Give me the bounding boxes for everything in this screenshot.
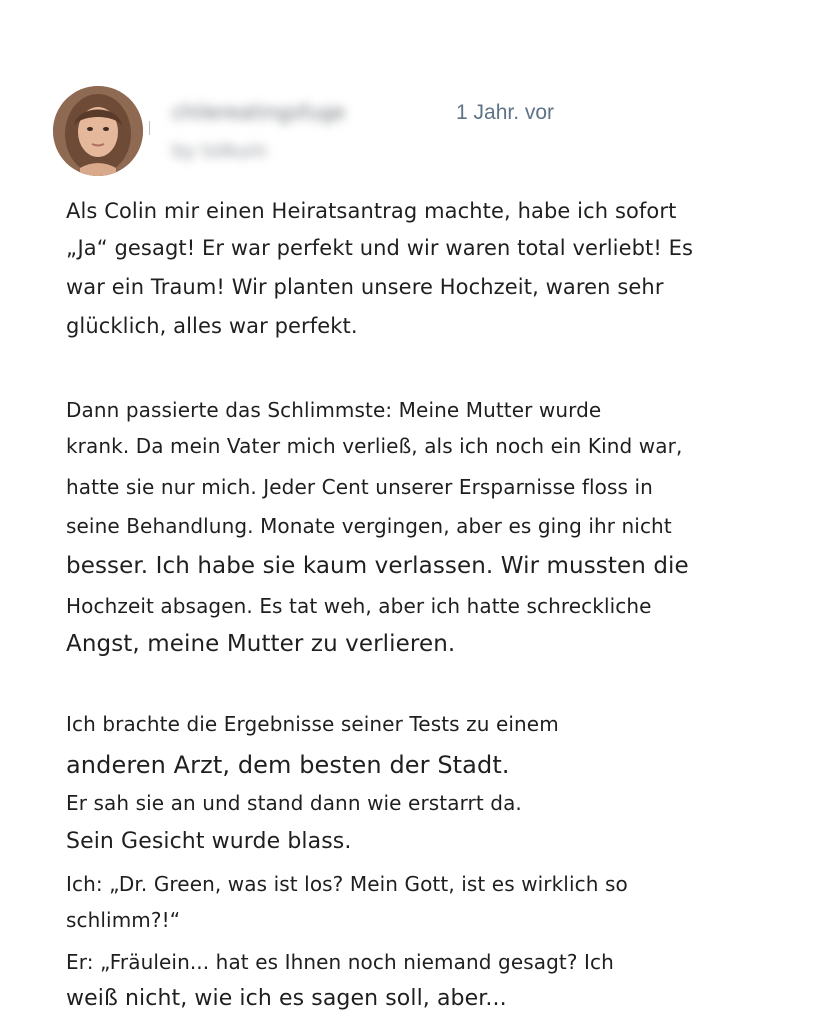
comment-line: war ein Traum! Wir planten unsere Hochzeit, waren sehr: [66, 275, 664, 299]
comment-line: Angst, meine Mutter zu verlieren.: [66, 631, 456, 657]
comment-line: Er sah sie an und stand dann wie erstarrt da.: [66, 791, 522, 815]
avatar-portrait-icon: [53, 86, 143, 176]
comment-line: anderen Arzt, dem besten der Stadt.: [66, 751, 510, 779]
comment-line: Er: „Fräulein... hat es Ihnen noch niemand gesagt? Ich: [66, 950, 614, 974]
comment-line: besser. Ich habe sie kaum verlassen. Wir mussten die: [66, 553, 689, 579]
header-divider: [149, 121, 150, 135]
comment-line: Hochzeit absagen. Es tat weh, aber ich hatte schreckliche: [66, 594, 652, 618]
comment-line: Sein Gesicht wurde blass.: [66, 829, 352, 854]
comment-line: Ich: „Dr. Green, was ist los? Mein Gott, ist es wirklich so: [66, 872, 628, 896]
username[interactable]: chilereatingsfuge: [172, 100, 346, 124]
comment-line: Als Colin mir einen Heiratsantrag machte, habe ich sofort: [66, 199, 677, 223]
comment-line: Ich brachte die Ergebnisse seiner Tests zu einem: [66, 712, 559, 736]
byline: by tolkum: [172, 140, 267, 162]
comment-line: „Ja“ gesagt! Er war perfekt und wir waren total verliebt! Es: [66, 236, 694, 260]
comment-line: schlimm?!“: [66, 908, 181, 932]
comment-line: weiß nicht, wie ich es sagen soll, aber...: [66, 986, 507, 1011]
avatar[interactable]: [53, 86, 143, 176]
comment-line: hatte sie nur mich. Jeder Cent unserer Ersparnisse floss in: [66, 475, 653, 499]
timestamp: 1 Jahr. vor: [456, 101, 555, 124]
comment-line: Dann passierte das Schlimmste: Meine Mutter wurde: [66, 398, 602, 422]
comment-line: glücklich, alles war perfekt.: [66, 314, 358, 338]
comment-line: seine Behandlung. Monate vergingen, aber es ging ihr nicht: [66, 514, 672, 538]
comment-line: krank. Da mein Vater mich verließ, als ich noch ein Kind war,: [66, 434, 683, 458]
